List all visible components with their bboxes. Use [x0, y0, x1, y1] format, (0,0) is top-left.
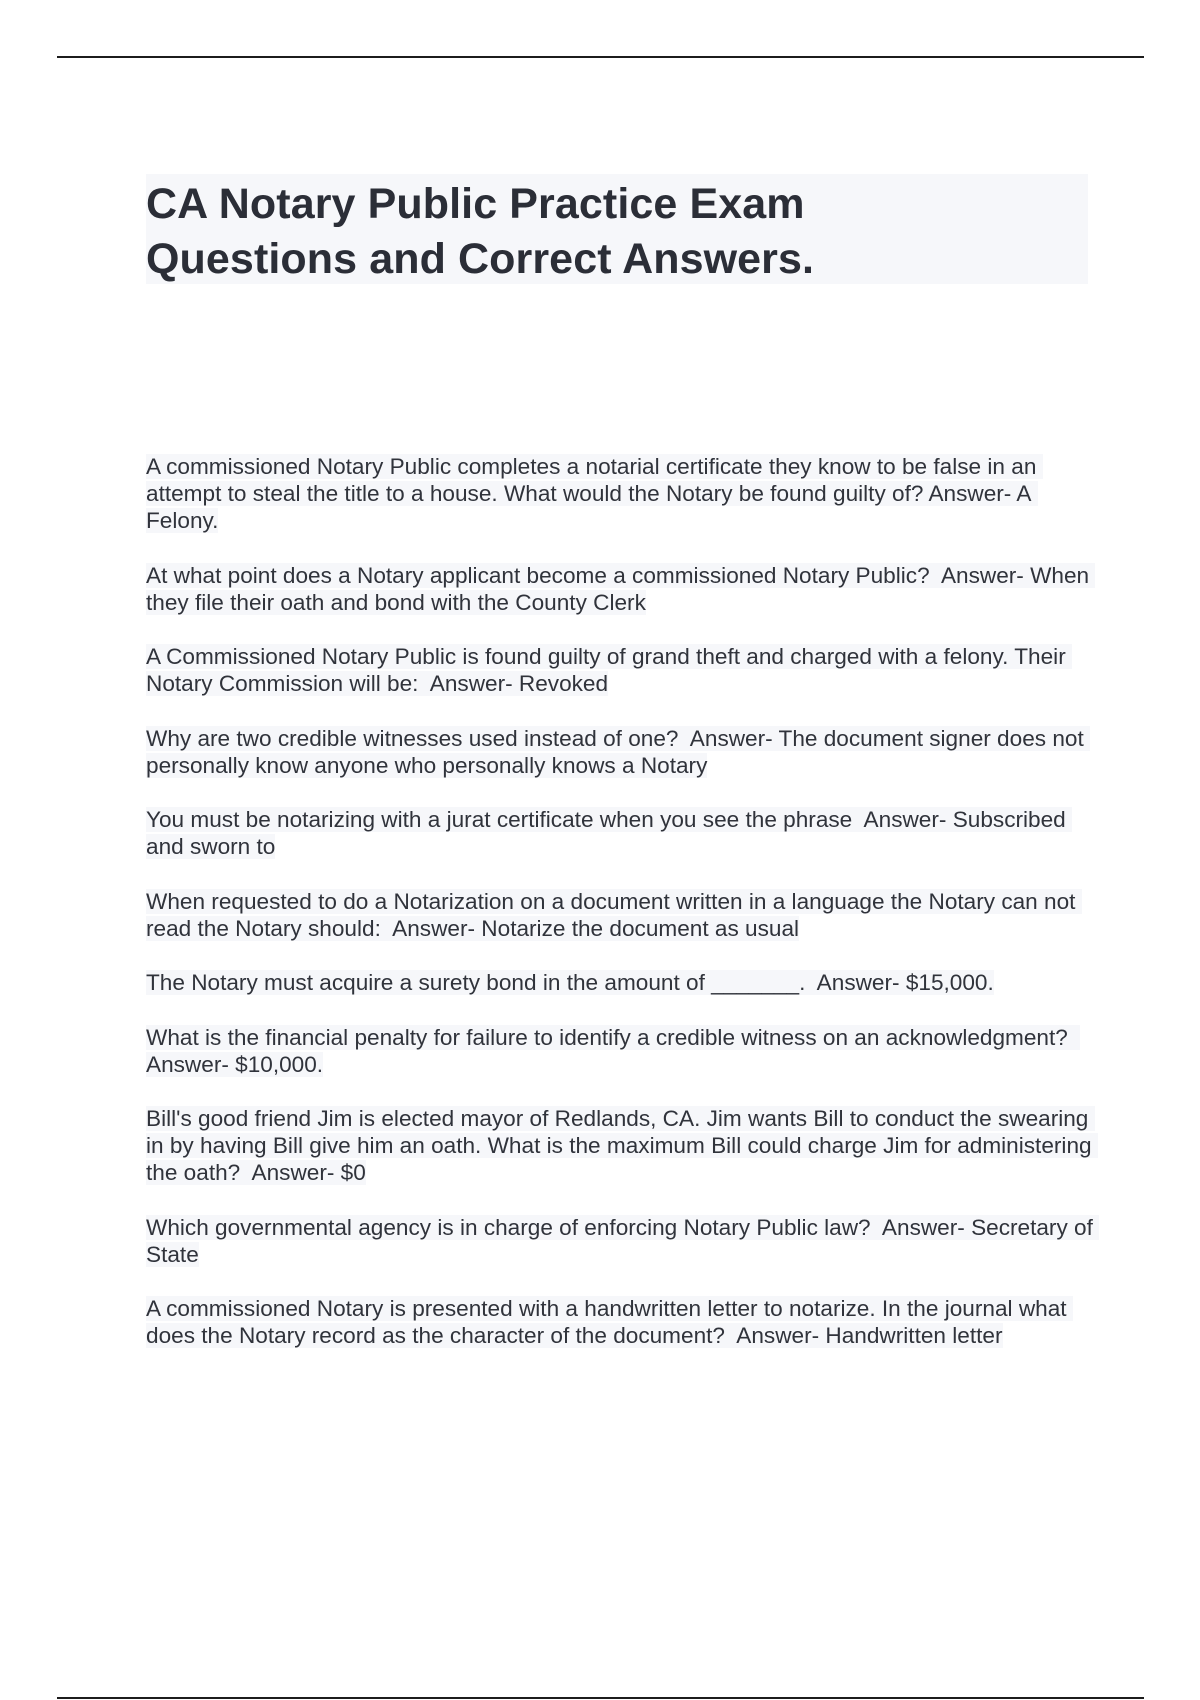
qa-text: At what point does a Notary applicant become a commissioned Notary Public? Answer- When they file their oath and bond with the County Clerk: [146, 562, 1096, 615]
qa-text: A commissioned Notary is presented with a handwritten letter to notarize. In the journal what does the Notary record as the character of the document? Answer- Handwritten letter: [146, 1296, 1073, 1348]
title-block: [146, 174, 1088, 284]
qa-item: [146, 643, 1096, 697]
qa-item: [146, 1024, 1096, 1078]
qa-item: [146, 562, 1096, 616]
qa-item: [146, 969, 1096, 996]
qa-item: [146, 1295, 1096, 1349]
qa-item: [146, 888, 1096, 942]
qa-text: Why are two credible witnesses used instead of one? Answer- The document signer does not personally know anyone who personally knows a Notary: [146, 725, 1091, 778]
qa-text: What is the financial penalty for failure to identify a credible witness on an acknowledgment? Answer- $10,000.: [146, 1024, 1081, 1077]
qa-text: When requested to do a Notarization on a document written in a language the Notary can not read the Notary should: Answer- Notarize the document as usual: [146, 888, 1082, 941]
qa-item: [146, 453, 1096, 534]
qa-item: [146, 1105, 1096, 1186]
document-title: [146, 177, 1088, 287]
qa-item: [146, 1214, 1100, 1268]
qa-text: A Commissioned Notary Public is found guilty of grand theft and charged with a felony. Their Notary Commission will be: Answer- Revoked: [146, 644, 1073, 696]
bottom-rule: [57, 1697, 1144, 1699]
title-line-1: CA Notary Public Practice Exam: [146, 180, 805, 228]
qa-text: The Notary must acquire a surety bond in the amount of _______. Answer- $15,000.: [146, 970, 994, 995]
question-answer-list: [146, 453, 1100, 1377]
title-line-2: Questions and Correct Answers.: [146, 235, 815, 283]
qa-text: Which governmental agency is in charge of enforcing Notary Public law? Answer- Secretary of State: [146, 1214, 1100, 1267]
qa-text: You must be notarizing with a jurat certificate when you see the phrase Answer- Subscribed and sworn to: [146, 807, 1073, 859]
qa-text: A commissioned Notary Public completes a notarial certificate they know to be false in an attempt to steal the title to a house. What would the Notary be found guilty of? Answer- A Felony.: [146, 454, 1043, 533]
top-rule: [57, 56, 1144, 58]
qa-item: [146, 806, 1096, 860]
qa-item: [146, 725, 1096, 779]
qa-text: Bill's good friend Jim is elected mayor of Redlands, CA. Jim wants Bill to conduct the swearing in by having Bill give him an oath. What is the maximum Bill could charge Jim for administering the oath? Answer- $0: [146, 1106, 1098, 1185]
